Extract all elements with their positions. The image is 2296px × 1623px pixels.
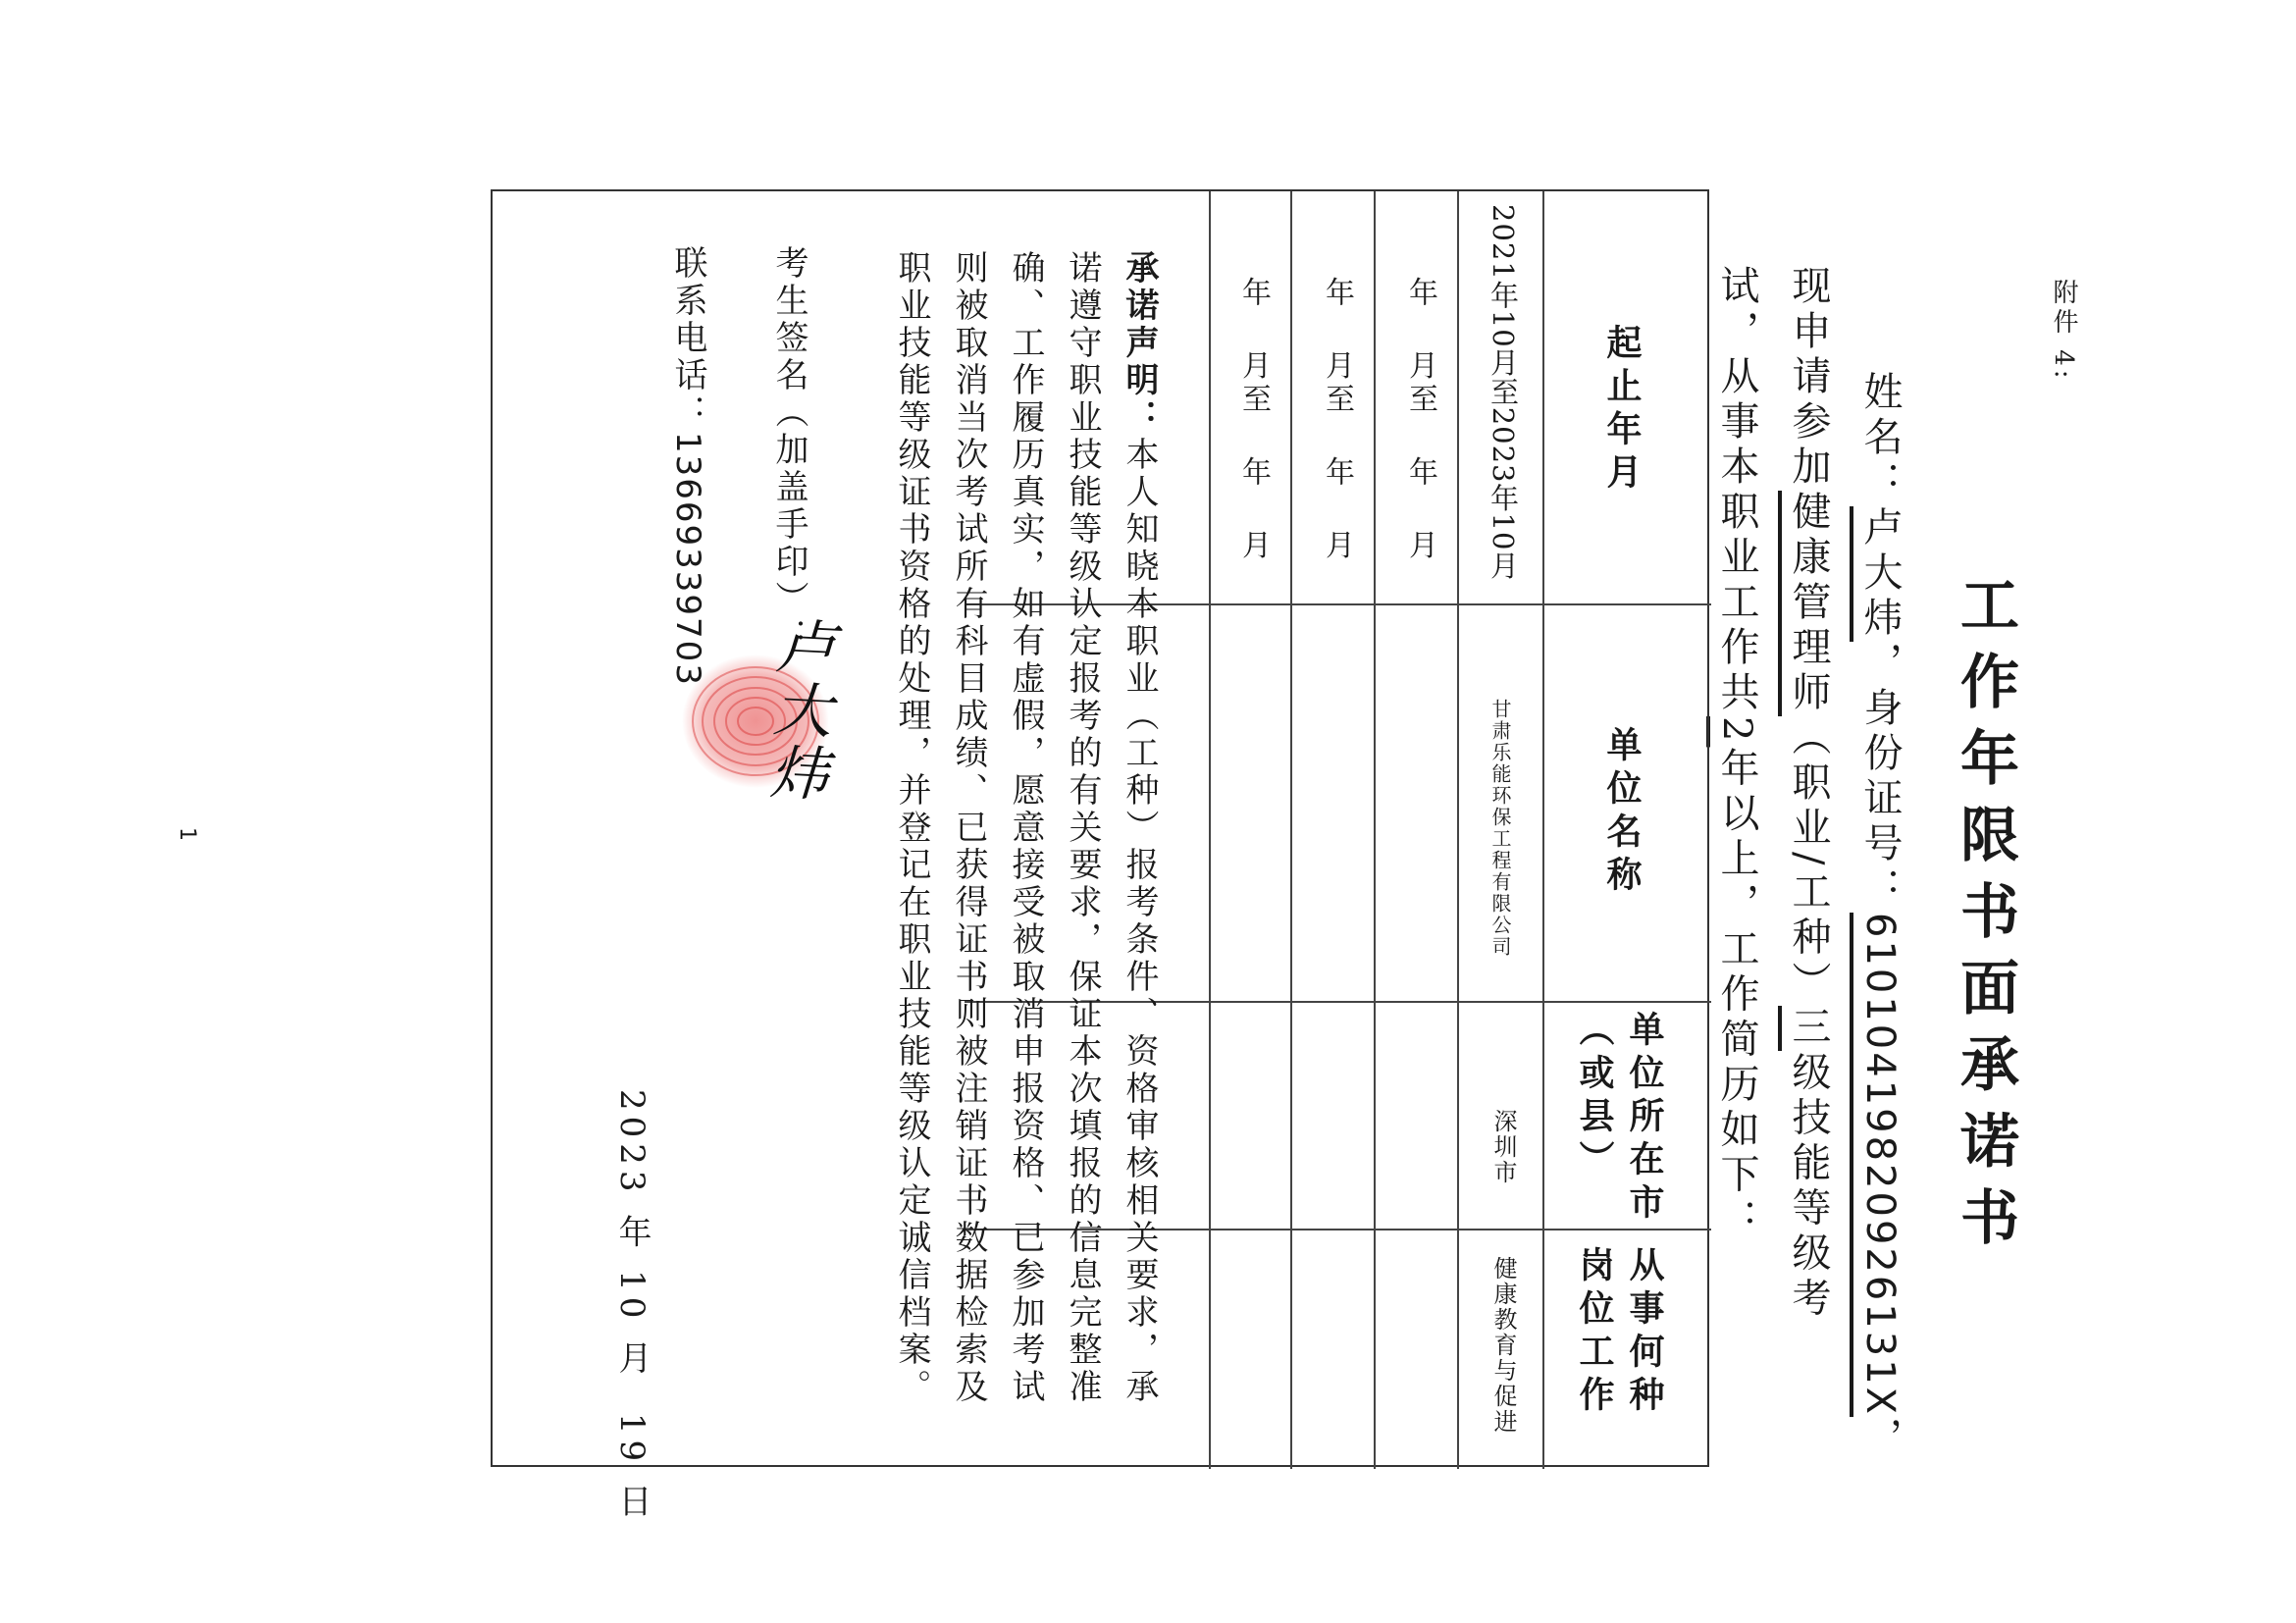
years-suffix: 年以上，工作简历如下： [1714, 747, 1759, 1244]
row1-city: 深圳市 [1489, 1109, 1517, 1185]
divider-v-row2 [1374, 191, 1376, 1469]
row1-unit: 甘肃乐能环保工程有限公司 [1488, 699, 1512, 958]
row1-job: 健康教育与促进 [1489, 1256, 1517, 1435]
header-period: 起止年月 [1601, 324, 1643, 497]
occupation-field: 健康管理师 [1786, 491, 1831, 716]
level-field: 三 [1786, 1006, 1831, 1052]
declaration-label: 承诺声明： [1120, 250, 1159, 437]
intro-line-years [1709, 265, 1765, 1243]
name-label: 姓名： [1857, 371, 1903, 506]
declaration-body: 本人知晓本职业（工种）报考条件、资格审核相关要求，承诺遵守职业技能等级认定报考的有关要求，保证本次填报的信息完整准确、工作履历真实，如有虚假，愿意接受被取消申报资格、已参加考试则被取消当次考试所有科目成绩、已获得证书则被注销证书数据检索及职业技能等级证书资格的处理，并登记在职业技能等级认定诚信档案。 [892, 250, 1159, 1406]
name-field: 卢大炜 [1857, 506, 1903, 642]
header-job: 从事何种岗位工作 [1574, 1246, 1665, 1419]
id-suffix: ， [1857, 1417, 1903, 1463]
years-field: 2 [1714, 716, 1759, 748]
sign-date: 2023 年 10 月 19 日 [612, 1089, 652, 1523]
row4-period: 年 月至 年 月 [1236, 277, 1271, 563]
phone-label: 联系电话： [668, 245, 707, 432]
page-number: 1 [175, 827, 199, 841]
contact-line [664, 245, 712, 687]
page-title: 工作年限书面承诺书 [1951, 574, 2019, 1263]
years-prefix: 试，从事本职业工作共 [1714, 265, 1759, 716]
phone-number: 13669339703 [668, 432, 707, 687]
divider-v-header [1542, 191, 1544, 1469]
apply-middle: （职业/工种） [1786, 716, 1831, 1007]
id-number-field: 61010419820926131X [1857, 913, 1903, 1418]
header-unit: 单位名称 [1601, 726, 1643, 899]
apply-prefix: 现申请参加 [1786, 265, 1831, 491]
signature-name: 卢大炜 [758, 614, 837, 807]
attachment-label: 附件 4: [2049, 279, 2078, 383]
signature-label: 考生签名（加盖手印）： [769, 245, 809, 655]
declaration-text [883, 250, 1168, 1438]
divider-v-row4 [1209, 191, 1211, 1469]
intro-line-apply [1781, 265, 1837, 1322]
row3-period: 年 月至 年 月 [1320, 277, 1354, 563]
header-city: 单位所在市（或县） [1574, 1011, 1665, 1227]
intro-line-name [1852, 371, 1908, 1462]
row2-period: 年 月至 年 月 [1403, 277, 1437, 563]
divider-v-row1 [1457, 191, 1459, 1469]
row1-period: 2021年10月至2023年10月 [1487, 204, 1520, 581]
divider-v-row3 [1290, 191, 1292, 1469]
apply-suffix: 级技能等级考 [1786, 1051, 1831, 1323]
id-label: ，身份证号： [1857, 642, 1903, 913]
